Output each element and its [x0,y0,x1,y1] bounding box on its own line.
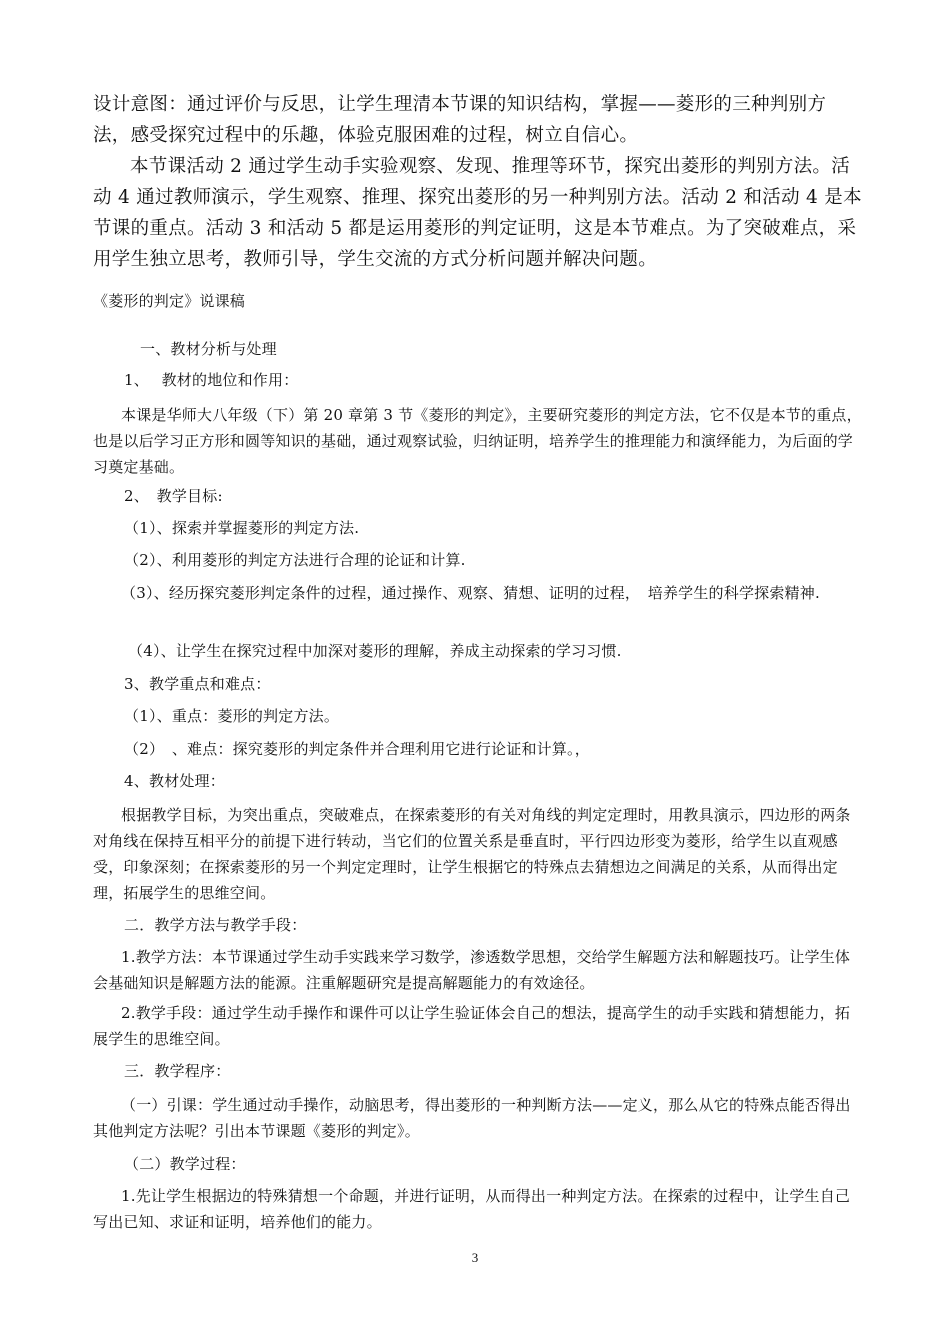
goal-4: （4）、让学生在探究过程中加深对菱形的理解，养成主动探索的学习习惯. [128,642,622,660]
document-title: 《菱形的判定》说课稿 [93,292,246,310]
section-2-heading: 二．教学方法与教学手段： [124,916,307,934]
page-number: 3 [471,1250,479,1265]
section-1-heading: 一、教材分析与处理 [140,340,277,358]
section-3-heading: 三．教学程序： [124,1062,231,1080]
item-2-heading: 2、 教学目标: [124,487,223,505]
design-intent-paragraph: 设计意图：通过评价与反思，让学生理清本节课的知识结构，掌握——菱形的三种判别方法，感受探究过程中的乐趣，体验克服困难的过程，树立自信心。 [93,94,827,146]
lesson-summary-paragraph: 本节课活动 2 通过学生动手实验观察、发现、推理等环节，探究出菱形的判别方法。活动 4 通过教师演示，学生观察、推理、探究出菱形的另一种判别方法。活动 2 和活动 4 是本节课的重点。活动 3 和活动 5 都是运用菱形的判定证明，这是本节难点。为了突破难点，采用学生独立思考，教师引导，学生交流的方式分析问题并解决问题。 [93,156,862,270]
item-1-body: 本课是华师大八年级（下）第 20 章第 3 节《菱形的判定》，主要研究菱形的判定方法，它不仅是本节的重点，也是以后学习正方形和圆等知识的基础，通过观察试验，归纳证明，培养学生的推理能力和演绎能力，为后面的学习奠定基础。 [93,406,862,476]
goal-3: （3）、经历探究菱形判定条件的过程，通过操作、观察、猜想、证明的过程， 培养学生的科学探索精神. [121,584,820,602]
teaching-method: 1.教学方法：本节课通过学生动手实践来学习数学，渗透数学思想，交给学生解题方法和解题技巧。让学生体会基础知识是解题方法的能源。注重解题研究是提高解题能力的有效途径。 [93,948,851,992]
goal-1: （1）、探索并掌握菱形的判定方法. [124,519,360,537]
key-point: （1）、重点：菱形的判定方法。 [124,707,340,725]
process-step-1: 1.先让学生根据边的特殊猜想一个命题，并进行证明，从而得出一种判定方法。在探索的过程中，让学生自己写出已知、求证和证明，培养他们的能力。 [93,1187,851,1231]
goal-2: （2）、利用菱形的判定方法进行合理的论证和计算. [124,551,466,569]
item-4-body: 根据教学目标，为突出重点，突破难点，在探索菱形的有关对角线的判定定理时，用教具演示，四边形的两条对角线在保持互相平分的前提下进行转动，当它们的位置关系是垂直时，平行四边形变为菱形，给学生以直观感受，印象深刻；在探索菱形的另一个判定定理时，让学生根据它的特殊点去猜想边之间满足的关系，从而得出定理，拓展学生的思维空间。 [93,806,851,902]
item-1-heading: 1、 教材的地位和作用： [124,371,299,389]
difficult-point: （2） 、难点：探究菱形的判定条件并合理利用它进行论证和计算。， [124,740,590,758]
item-4-heading: 4、教材处理： [124,772,225,790]
teaching-means: 2.教学手段：通过学生动手操作和课件可以让学生验证体会自己的想法，提高学生的动手实践和猜想能力，拓展学生的思维空间。 [93,1004,851,1048]
process-heading: （二）教学过程： [124,1155,246,1173]
intro-paragraph: （一）引课：学生通过动手操作，动脑思考，得出菱形的一种判断方法——定义，那么从它的特殊点能否得出其他判定方法呢？引出本节课题《菱形的判定》。 [93,1096,851,1140]
item-3-heading: 3、教学重点和难点： [124,675,271,693]
